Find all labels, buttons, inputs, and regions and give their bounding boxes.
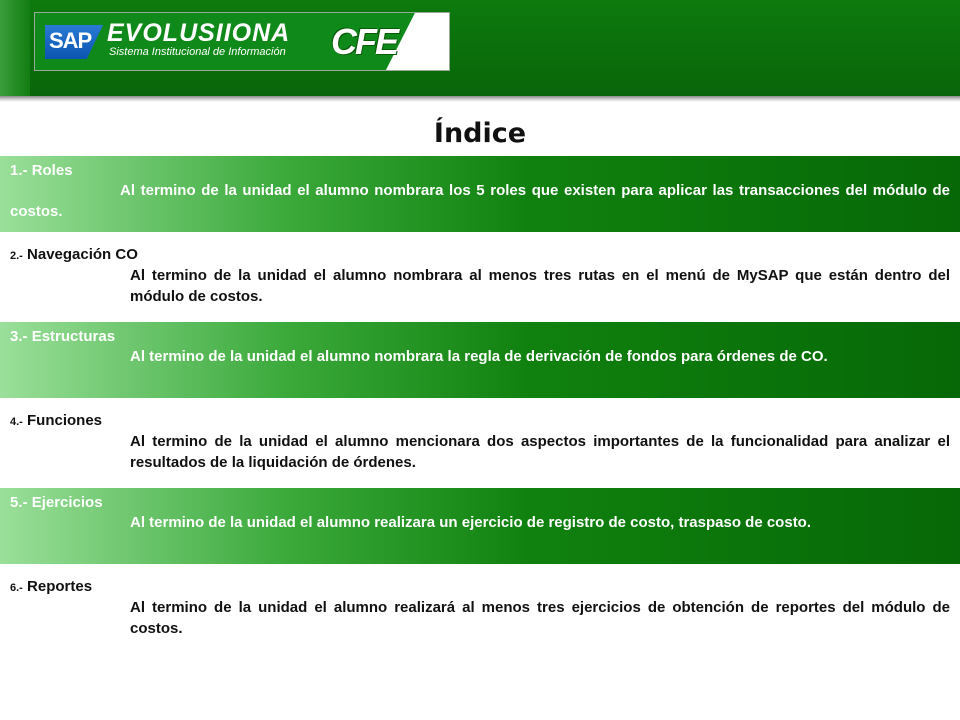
item-number: 6.- — [10, 582, 23, 594]
item-label: Navegación CO — [27, 246, 138, 263]
item-heading — [10, 240, 950, 265]
header-shadow — [0, 96, 960, 102]
item-label: Roles — [31, 162, 73, 179]
item-heading — [10, 572, 950, 597]
index-item-roles — [0, 156, 960, 232]
index-item-funciones — [0, 406, 960, 480]
item-number: 5.- — [10, 494, 28, 511]
item-label: Reportes — [27, 578, 93, 595]
item-label: Estructuras — [31, 328, 116, 345]
item-description: Al termino de la unidad el alumno mencionara dos aspectos importantes de la funcionalidad para analizar el resultados de la liquidación de órdenes. — [130, 433, 950, 471]
sap-logo-text: SAP — [49, 28, 92, 53]
item-number: 2.- — [10, 250, 23, 262]
item-number: 1.- — [10, 162, 28, 179]
item-heading — [10, 156, 950, 180]
index-item-navegacion — [0, 240, 960, 314]
item-label: Ejercicios — [31, 494, 103, 511]
item-description: Al termino de la unidad el alumno nombrara la regla de derivación de fondos para órdenes de CO. — [130, 348, 828, 365]
item-description: Al termino de la unidad el alumno realizará al menos tres ejercicios de obtención de reportes del módulo de costos. — [130, 599, 950, 637]
item-description: Al termino de la unidad el alumno nombrara los 5 roles que existen para aplicar las transacciones del módulo de costos. — [10, 182, 950, 220]
evolusiona-title: EVOLUSIIONA — [107, 19, 291, 47]
index-item-ejercicios — [0, 488, 960, 564]
evolusiona-banner — [34, 12, 450, 71]
item-heading — [10, 488, 950, 512]
page-title: Índice — [433, 118, 527, 149]
item-heading — [10, 322, 950, 346]
item-number: 4.- — [10, 416, 23, 428]
item-label: Funciones — [27, 412, 103, 429]
cfe-logo: CFE — [331, 21, 397, 62]
index-item-estructuras — [0, 322, 960, 398]
item-description: Al termino de la unidad el alumno nombrara al menos tres rutas en el menú de MySAP que están dentro del módulo de costos. — [130, 267, 950, 305]
header-left-strip — [0, 0, 30, 98]
evolusiona-subtitle: Sistema Institucional de Información — [109, 46, 286, 58]
item-description: Al termino de la unidad el alumno realizara un ejercicio de registro de costo, traspaso de costo. — [130, 514, 812, 531]
item-heading — [10, 406, 950, 431]
index-item-reportes — [0, 572, 960, 646]
item-number: 3.- — [10, 328, 28, 345]
